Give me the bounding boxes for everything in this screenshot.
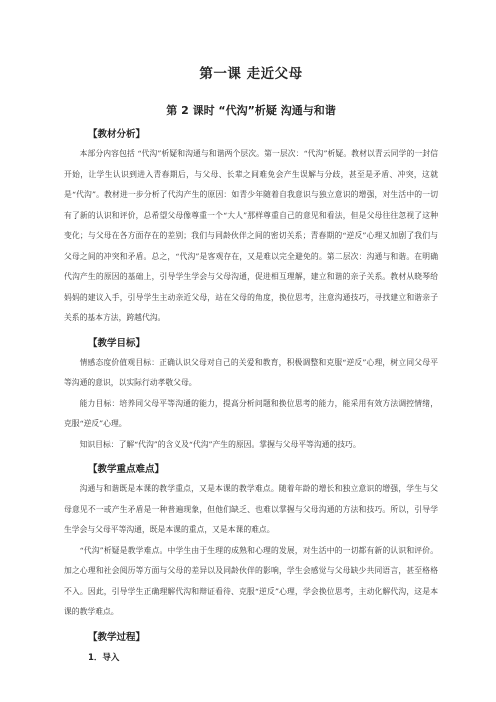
goal-paragraph-ability: 能力目标：培养同父母平等沟通的能力，提高分析问题和换位思考的能力，能采用有效方法调控情绪，克服“逆反”心理。 [64, 398, 438, 428]
section-heading-process: 【教学过程】 [88, 631, 146, 643]
section-heading-goals: 【教学目标】 [88, 337, 146, 349]
analysis-paragraph: 本部分内容包括 “代沟”析疑和沟通与和谐两个层次。第一层次：“代沟”析疑。教材以青云同学的一封信开始，让学生认识到进入青春期后，与父母、长辈之间难免会产生误解与分歧，甚至是矛盾、冲突，这就是“代沟”。教材进一步分析了代沟产生的原因：如青少年随着自我意识与独立意识的增强，对生活中的一切有了新的认识和评价，总希望父母像尊重一个“大人”那样尊重自己的意见和看法，但是父母往往忽视了这种变化；与父母在各方面存在的差别；我们与同龄伙伴之间的密切关系；青春期的“逆反”心理又加剧了我们与父母之间的冲突和矛盾。总之，“代沟”是客观存在，又是难以完全避免的。第二层次：沟通与和谐。在明确代沟产生的原因的基础上，引导学生学会与父母沟通，促进相互理解，建立和谐的亲子关系。教材从晓琴给妈妈的建议入手，引导学生主动亲近父母，站在父母的角度，换位思考，注意沟通技巧，寻找建立和谐亲子关系的基本方法，跨越代沟。 [64, 149, 438, 322]
process-step-intro: 1．导入 [88, 652, 120, 663]
section-heading-key-points: 【教学重点难点】 [88, 464, 165, 475]
section-heading-analysis: 【教材分析】 [88, 129, 146, 140]
key-paragraph-1: 沟通与和谐既是本课的教学重点，又是本课的教学难点。随着年龄的增长和独立意识的增强，学生与父母意见不一或产生矛盾是一种普遍现象，但他们缺乏、也难以掌握与父母沟通的方法和技巧。所以，引导学生学会与父母平等沟通，既是本课的重点，又是本课的难点。 [64, 484, 438, 534]
goal-paragraph-emotion: 情感态度价值观目标：正确认识父母对自己的关爱和教育，积极调整和克服“逆反”心理，树立同父母平等沟通的意识，以实际行动孝敬父母。 [64, 357, 438, 387]
key-paragraph-2: “代沟”析疑是教学难点。中学生由于生理的成熟和心理的发展，对生活中的一切都有新的认识和评价。加之心理和社会阅历等方面与父母的差异以及同龄伙伴的影响，学生会感觉与父母缺少共同语言，甚至格格不入。因此，引导学生正确理解代沟和辩证看待、克服“逆反”心理，学会换位思考，主动化解代沟，这是本课的教学难点。 [64, 545, 438, 616]
lesson-title: 第一课 走近父母 [199, 66, 303, 82]
lesson-subtitle: 第 2 课时 “代沟”析疑 沟通与和谐 [166, 104, 336, 117]
goal-paragraph-knowledge: 知识目标：了解“代沟”的含义及“代沟”产生的原因。掌握与父母平等沟通的技巧。 [79, 439, 361, 449]
